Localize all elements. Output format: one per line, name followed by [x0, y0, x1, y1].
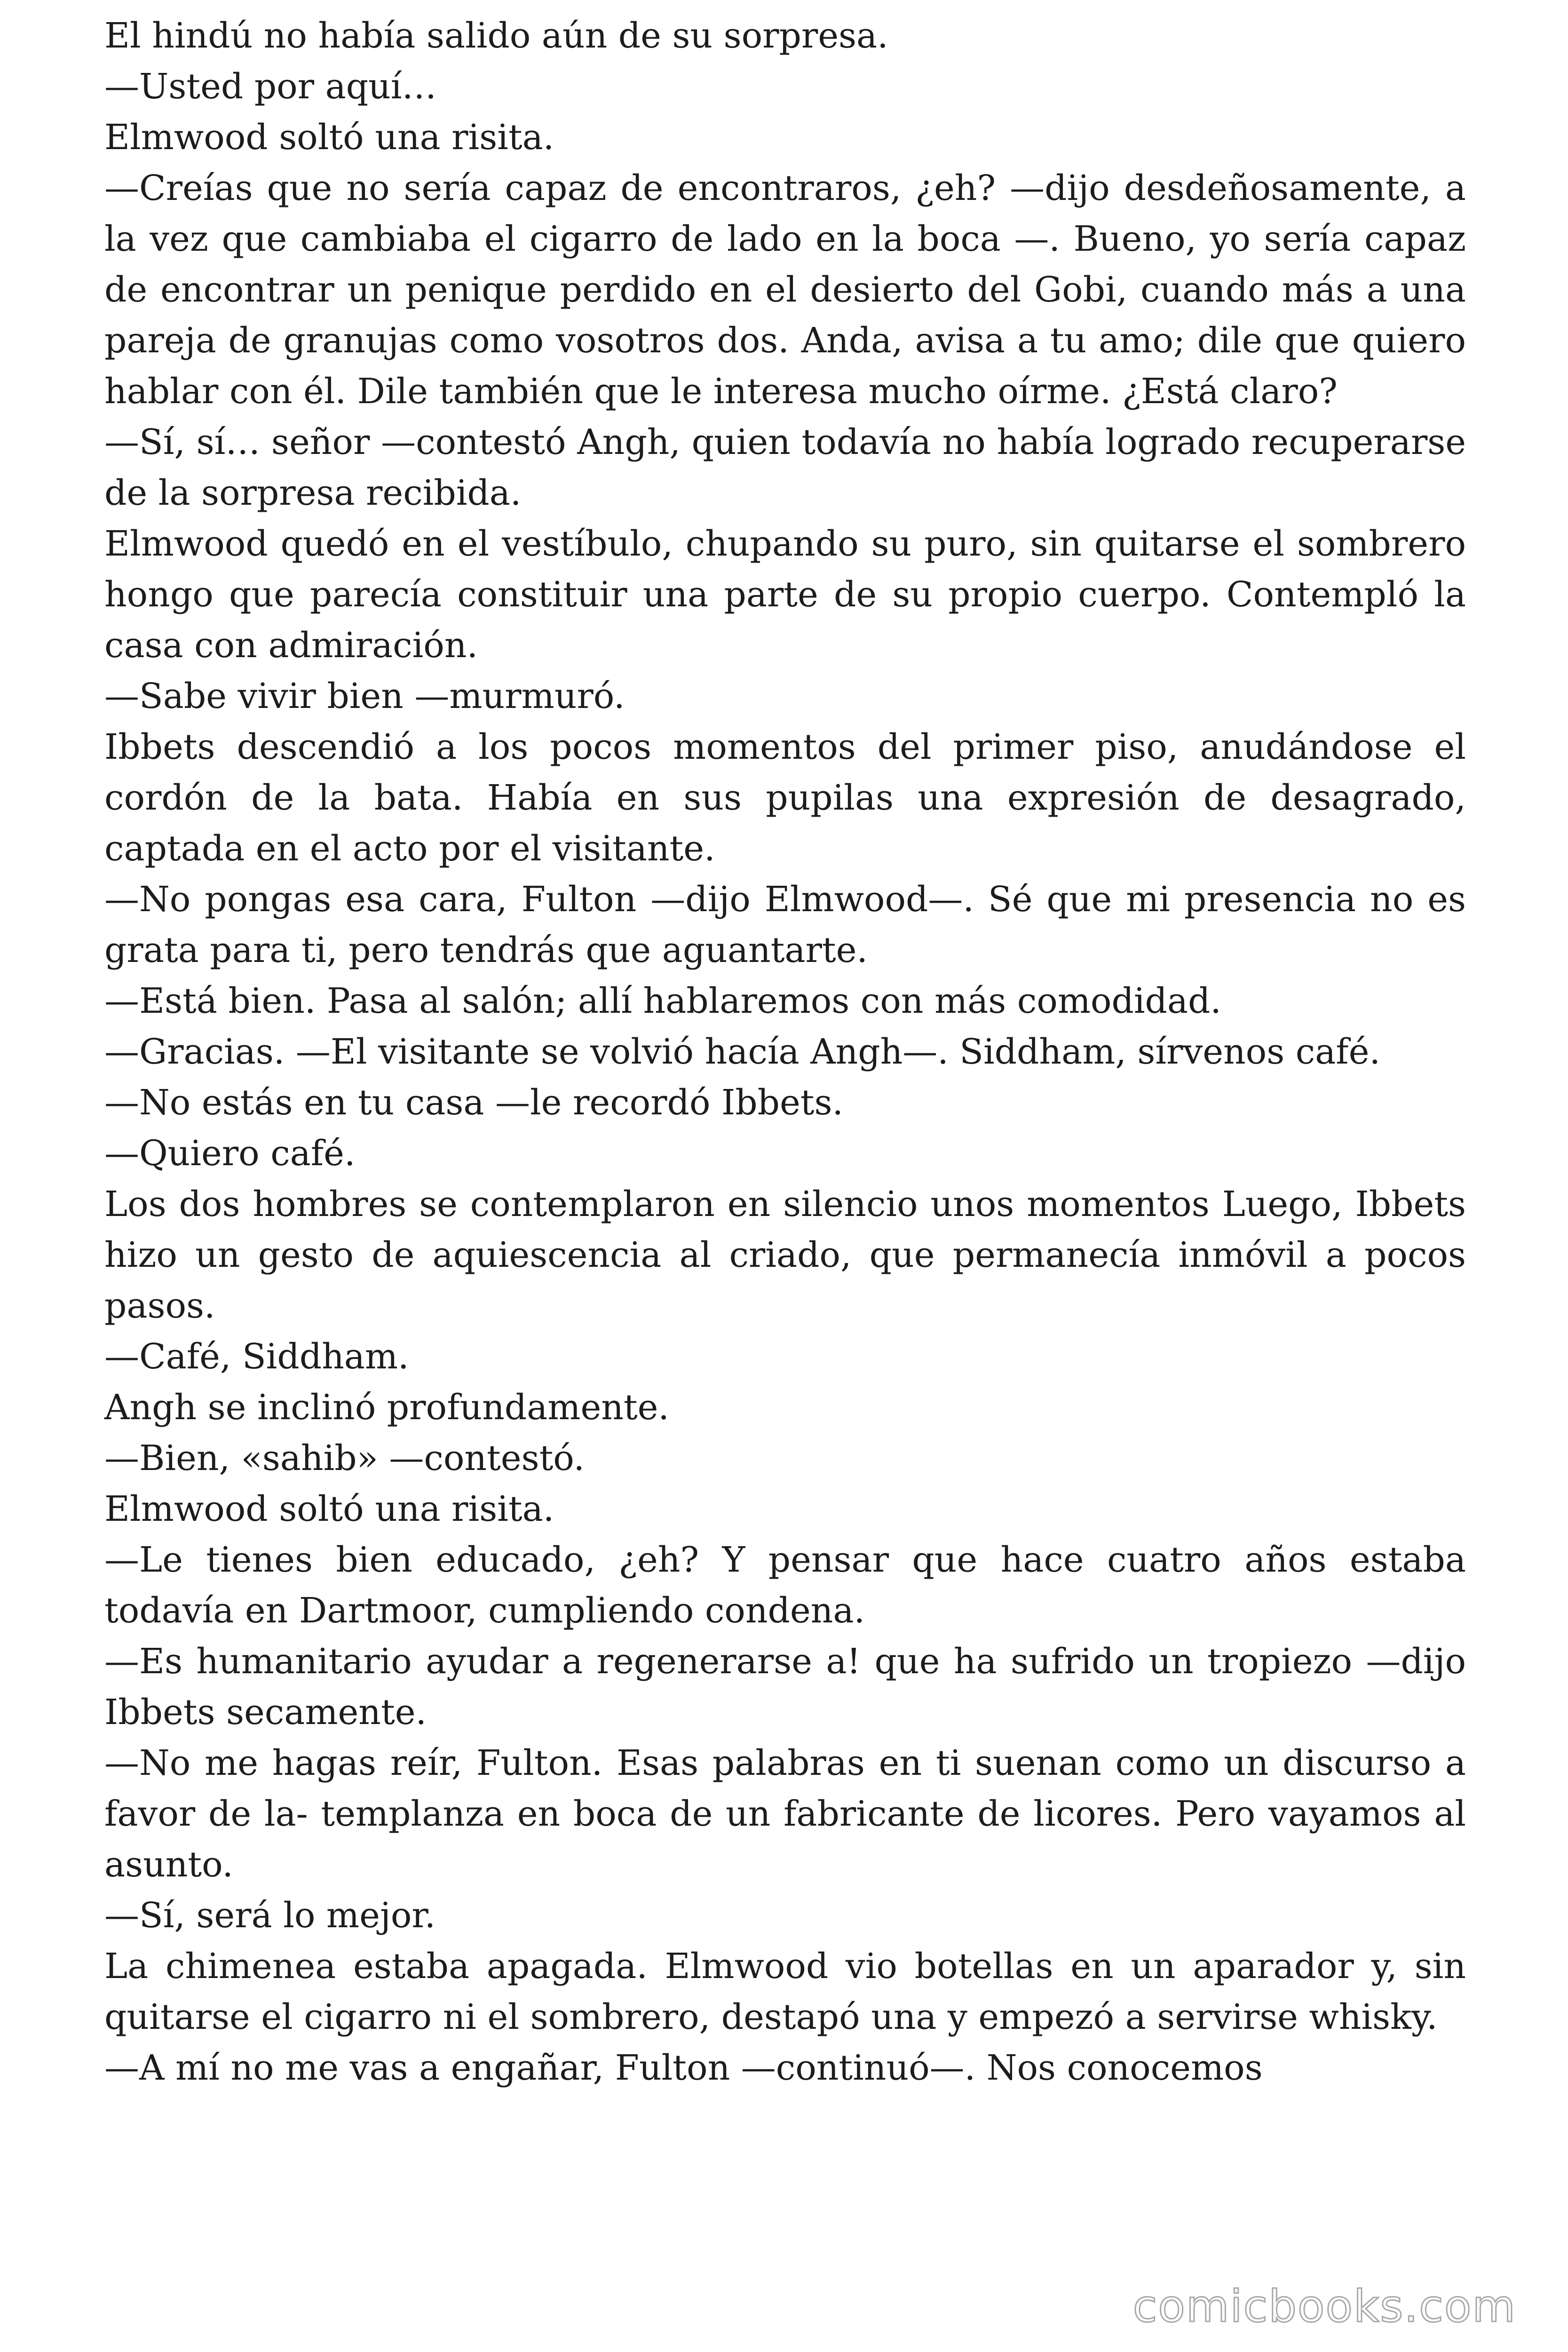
paragraph: —Sabe vivir bien —murmuró. [104, 676, 625, 716]
paragraph: —Sí, sí… señor —contestó Angh, quien todavía no había logrado recuperarse de la sorpresa recibida. [104, 422, 1466, 513]
book-page [104, 10, 1466, 2093]
paragraph: —Le tienes bien educado, ¿eh? Y pensar que hace cuatro años estaba todavía en Dartmoor, cumpliendo condena. [104, 1540, 1466, 1631]
paragraph: —Sí, será lo mejor. [104, 1895, 436, 1936]
paragraph: —Quiero café. [104, 1133, 356, 1174]
paragraph: Elmwood soltó una risita. [104, 117, 554, 158]
paragraph: —A mí no me vas a engañar, Fulton —continuó—. Nos conocemos [104, 2048, 1263, 2088]
paragraph: El hindú no había salido aún de su sorpresa. [104, 16, 888, 56]
paragraph: Angh se inclinó profundamente. [104, 1387, 669, 1428]
paragraph: —Está bien. Pasa al salón; allí hablaremos con más comodidad. [104, 981, 1221, 1021]
watermark: comicbooks.com [1132, 2281, 1516, 2332]
paragraph: —Gracias. —El visitante se volvió hacía Angh—. Siddham, sírvenos café. [104, 1032, 1380, 1072]
paragraph: —No estás en tu casa —le recordó Ibbets. [104, 1082, 843, 1123]
paragraph: —Café, Siddham. [104, 1336, 409, 1377]
paragraph: Los dos hombres se contemplaron en silencio unos momentos Luego, Ibbets hizo un gesto de aquiescencia al criado, que permanecía inmóvil a pocos pasos. [104, 1184, 1466, 1326]
paragraph: Elmwood quedó en el vestíbulo, chupando su puro, sin quitarse el sombrero hongo que parecía constituir una parte de su propio cuerpo. Contempló la casa con admiración. [104, 524, 1466, 666]
paragraph: —Usted por aquí… [104, 66, 437, 107]
paragraph: La chimenea estaba apagada. Elmwood vio botellas en un aparador y, sin quitarse el cigarro ni el sombrero, destapó una y empezó a servirse whisky. [104, 1946, 1466, 2037]
paragraph: —Bien, «sahib» —contestó. [104, 1438, 585, 1478]
paragraph: Ibbets descendió a los pocos momentos del primer piso, anudándose el cordón de la bata. Había en sus pupilas una expresión de desagrado, captada en el acto por el visitante. [104, 727, 1466, 869]
paragraph: —Es humanitario ayudar a regenerarse a! que ha sufrido un tropiezo —dijo Ibbets secamente. [104, 1641, 1466, 1732]
paragraph: —No me hagas reír, Fulton. Esas palabras en ti suenan como un discurso a favor de la- templanza en boca de un fabricante de licores. Pero vayamos al asunto. [104, 1743, 1466, 1885]
paragraph: —No pongas esa cara, Fulton —dijo Elmwood—. Sé que mi presencia no es grata para ti, pero tendrás que aguantarte. [104, 879, 1466, 970]
paragraph: —Creías que no sería capaz de encontraros, ¿eh? —dijo desdeñosamente, a la vez que cambiaba el cigarro de lado en la boca —. Bueno, yo sería capaz de encontrar un penique perdido en el desierto del Gobi, cuando más a una pareja de granujas como vosotros dos. Anda, avisa a tu amo; dile que quiero hablar con él. Dile también que le interesa mucho oírme. ¿Está claro? [104, 168, 1466, 412]
paragraph: Elmwood soltó una risita. [104, 1489, 554, 1529]
